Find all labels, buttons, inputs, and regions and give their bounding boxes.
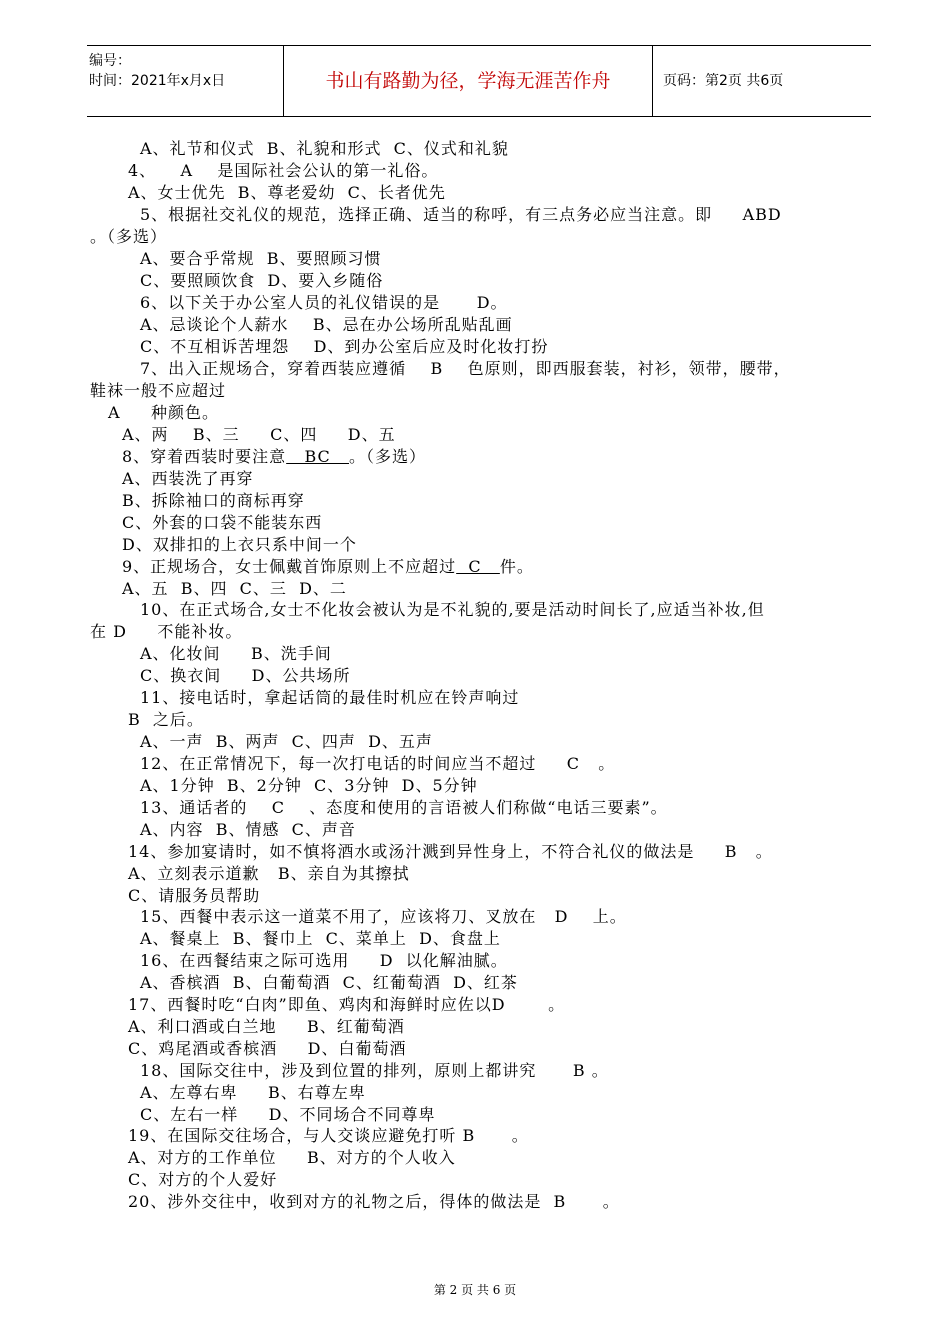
time-label: 时间：2021年x月x日	[89, 73, 226, 89]
text-line: A、要合乎常规 B、要照顾习惯	[140, 249, 382, 268]
text-line: A、1分钟 B、2分钟 C、3分钟 D、5分钟	[140, 776, 478, 795]
text-line: D、双排扣的上衣只系中间一个	[122, 535, 357, 554]
text-line: 18、国际交往中，涉及到位置的排列，原则上都讲究 B 。	[140, 1061, 609, 1080]
text-line: A、餐桌上 B、餐巾上 C、菜单上 D、食盘上	[140, 929, 501, 948]
text-line: C、左右一样 D、不同场合不同尊卑	[140, 1105, 436, 1124]
text-line: A、立刻表示道歉 B、亲自为其擦拭	[128, 864, 410, 883]
text-line: A、香槟酒 B、白葡萄酒 C、红葡萄酒 D、红茶	[140, 973, 518, 992]
page-footer: 第 2 页 共 6 页	[433, 1283, 517, 1297]
text-line: 16、在西餐结束之际可选用 D 以化解油腻。	[140, 951, 508, 970]
text-line: B、拆除袖口的商标再穿	[122, 491, 305, 510]
text-line: 7、出入正规场合，穿着西装应遵循 B 色原则，即西服套装，衬衫，领带，腰带，	[140, 359, 791, 378]
text-line: A 种颜色。	[108, 403, 219, 422]
text-line: B 之后。	[128, 710, 204, 729]
text-line: 5、根据社交礼仪的规范，选择正确、适当的称呼，有三点务必应当注意。即 ABD	[140, 205, 782, 224]
answer-blank: C	[456, 557, 500, 576]
text-line: C、对方的个人爱好	[128, 1170, 278, 1189]
text-line: C、换衣间 D、公共场所	[140, 666, 351, 685]
text-segment: 件。	[499, 557, 534, 576]
text-line: C、外套的口袋不能装东西	[122, 513, 323, 532]
text-line: A、左尊右卑 B、右尊左卑	[140, 1083, 366, 1102]
motto: 书山有路勤为径，学海无涯苦作舟	[325, 70, 611, 92]
text-line: 10、在正式场合,女士不化妆会被认为是不礼貌的,要是活动时间长了,应适当补妆,但	[140, 600, 765, 619]
text-line: 在 D 不能补妆。	[90, 622, 243, 641]
text-segment: 。（多选）	[349, 447, 427, 466]
text-line: 13、通话者的 C 、态度和使用的言语被人们称做“电话三要素”。	[140, 798, 668, 817]
text-line: 14、参加宴请时，如不慎将酒水或汤汁溅到异性身上，不符合礼仪的做法是 B 。	[128, 842, 773, 861]
text-line: 15、西餐中表示这一道菜不用了，应该将刀、叉放在 D 上。	[140, 907, 627, 926]
answer-blank: BC	[286, 447, 349, 466]
text-line: C、要照顾饮食 D、要入乡随俗	[140, 271, 384, 290]
text-line: 6、以下关于办公室人员的礼仪错误的是 D。	[140, 293, 508, 312]
text-segment: 8、穿着西装时要注意	[122, 447, 287, 466]
text-line: 鞋袜一般不应超过	[90, 381, 227, 400]
text-line: A、两 B、三 C、四 D、五	[122, 425, 396, 444]
serial-label: 编号：	[89, 53, 131, 69]
text-line: C、鸡尾酒或香槟酒 D、白葡萄酒	[128, 1039, 407, 1058]
text-line	[122, 556, 534, 578]
page-code: 页码：第2页 共6页	[663, 73, 784, 89]
text-line: A、化妆间 B、洗手间	[140, 644, 332, 663]
text-line: 17、西餐时吃“白肉”即鱼、鸡肉和海鲜时应佐以D 。	[128, 995, 566, 1014]
text-line: A、内容 B、情感 C、声音	[140, 820, 356, 839]
text-line	[122, 446, 426, 468]
text-segment: 9、正规场合，女士佩戴首饰原则上不应超过	[122, 557, 457, 576]
text-line: 4、 A 是国际社会公认的第一礼俗。	[128, 161, 439, 180]
text-line: 11、接电话时，拿起话筒的最佳时机应在铃声响过	[140, 688, 520, 707]
text-line: C、请服务员帮助	[128, 886, 261, 905]
text-line: A、忌谈论个人薪水 B、忌在办公场所乱贴乱画	[140, 315, 513, 334]
text-line: C、不互相诉苦埋怨 D、到办公室后应及时化妆打扮	[140, 337, 549, 356]
text-line: A、利口酒或白兰地 B、红葡萄酒	[128, 1017, 405, 1036]
text-line: A、礼节和仪式 B、礼貌和形式 C、仪式和礼貌	[140, 139, 509, 158]
text-line: 12、在正常情况下，每一次打电话的时间应当不超过 C 。	[140, 754, 616, 773]
text-line: 20、涉外交往中，收到对方的礼物之后，得体的做法是 B 。	[128, 1192, 620, 1211]
text-line: A、五 B、四 C、三 D、二	[122, 579, 347, 598]
text-line: A、西装洗了再穿	[122, 469, 254, 488]
text-line: A、女士优先 B、尊老爱幼 C、长者优先	[128, 183, 446, 202]
text-line: 。（多选）	[90, 227, 168, 246]
text-line: 19、在国际交往场合，与人交谈应避免打听 B 。	[128, 1126, 529, 1145]
text-line: A、一声 B、两声 C、四声 D、五声	[140, 732, 433, 751]
text-line: A、对方的工作单位 B、对方的个人收入	[128, 1148, 456, 1167]
